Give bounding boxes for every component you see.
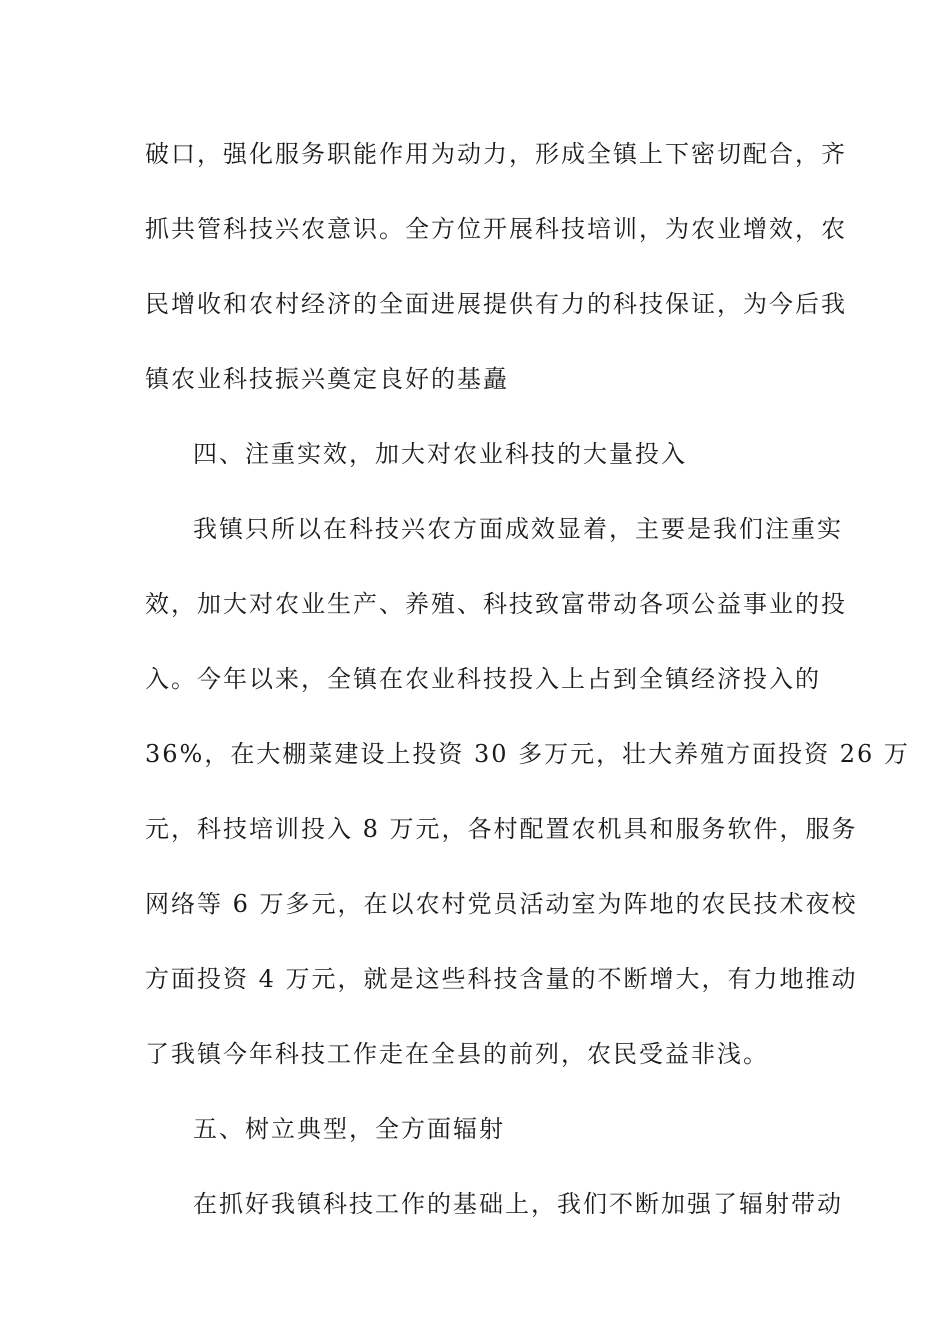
- paragraph-line: 民增收和农村经济的全面进展提供有力的科技保证，为今后我: [145, 290, 847, 318]
- paragraph-line: 抓共管科技兴农意识。全方位开展科技培训，为农业增效，农: [145, 215, 847, 243]
- paragraph-line: 我镇只所以在科技兴农方面成效显着，主要是我们注重实: [193, 515, 843, 543]
- section-heading-4: 四、注重实效，加大对农业科技的大量投入: [193, 440, 687, 468]
- paragraph-line: 36%，在大棚菜建设上投资 30 多万元，壮大养殖方面投资 26 万: [145, 740, 910, 768]
- document-body: [145, 130, 910, 1255]
- paragraph-line: 镇农业科技振兴奠定良好的基矗: [145, 365, 509, 393]
- section-heading-5: 五、树立典型，全方面辐射: [193, 1115, 505, 1143]
- paragraph-line: 在抓好我镇科技工作的基础上，我们不断加强了辐射带动: [193, 1190, 843, 1218]
- paragraph-line: 元，科技培训投入 8 万元，各村配置农机具和服务软件，服务: [145, 815, 858, 843]
- paragraph-line: 破口，强化服务职能作用为动力，形成全镇上下密切配合，齐: [145, 140, 847, 168]
- paragraph-line: 网络等 6 万多元，在以农村党员活动室为阵地的农民技术夜校: [145, 890, 858, 918]
- paragraph-line: 了我镇今年科技工作走在全县的前列，农民受益非浅。: [145, 1040, 769, 1068]
- paragraph-line: 方面投资 4 万元，就是这些科技含量的不断增大，有力地推动: [145, 965, 858, 993]
- paragraph-line: 效，加大对农业生产、养殖、科技致富带动各项公益事业的投: [145, 590, 847, 618]
- paragraph-line: 入。今年以来，全镇在农业科技投入上占到全镇经济投入的: [145, 665, 821, 693]
